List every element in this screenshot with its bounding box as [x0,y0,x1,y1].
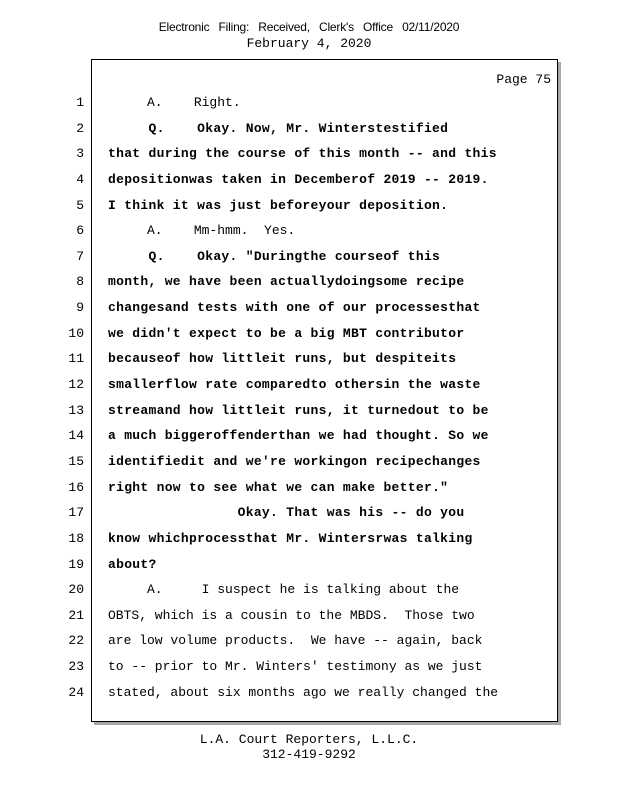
transcript-line: are low volume products. We have -- again, back [108,633,483,649]
line-number: 17 [68,505,84,521]
transcript-line: that during the course of this month -- and this [108,146,497,162]
page-number: Page 75 [496,72,551,87]
transcript-line: right now to see what we can make better." [108,479,449,495]
line-number: 21 [68,607,84,623]
reporter-phone: 312-419-9292 [262,747,356,762]
line-number: 4 [76,171,84,187]
line-number: 16 [68,479,84,495]
line-number: 9 [76,300,84,316]
transcript-line: month, we have been actuallydoingsome recipe [108,274,465,290]
transcript-line: A. Mm-hmm. Yes. [108,223,296,239]
transcript-line: identifiedit and we're workingon recipechanges [108,453,481,469]
filing-stamp: Electronic Filing: Received, Clerk's Office 02/11/2020 [158,20,460,34]
transcript-line: smallerflow rate comparedto othersin the waste [108,377,481,393]
line-number: 1 [76,95,84,110]
transcript-line: a much biggeroffenderthan we had thought. So we [108,428,489,444]
line-number: 23 [68,659,84,675]
line-number: 14 [68,428,84,444]
line-number: 2 [76,120,84,136]
line-number: 24 [68,684,84,700]
transcript-line: stated, about six months ago we really changed the [108,684,499,700]
reporter-footer [0,732,618,762]
line-number-column [58,96,84,711]
line-number: 3 [76,146,84,162]
transcript-line: A. Right. [108,95,241,110]
line-number: 7 [76,248,84,264]
line-number: 22 [68,633,84,649]
line-number: 8 [76,274,84,290]
transcript-line: Okay. That was his -- do you [108,505,465,521]
transcript-line: streamand how littleit runs, it turnedout to be [108,402,489,418]
transcript-line: know whichprocessthat Mr. Wintersrwas talking [108,530,473,546]
line-number: 11 [68,351,84,367]
transcript-line: becauseof how littleit runs, but despiteits [108,351,457,367]
line-number: 10 [68,325,84,341]
line-number: 15 [68,453,84,469]
line-number: 20 [68,582,84,598]
transcript-line: depositionwas taken in Decemberof 2019 -- 2019. [108,171,489,187]
reporter-company: L.A. Court Reporters, L.L.C. [199,732,419,747]
transcript-line: OBTS, which is a cousin to the MBDS. Those two [108,607,475,623]
transcript-line: changesand tests with one of our processesthat [108,300,481,316]
hearing-date: February 4, 2020 [246,36,372,51]
transcript-line: Q. Okay. "Duringthe courseof this [108,248,441,264]
transcript-line: about? [108,556,157,572]
transcript-body [108,96,548,711]
transcript-line: I think it was just beforeyour deposition. [108,197,449,213]
line-number: 18 [68,530,84,546]
transcript-line: we didn't expect to be a big MBT contributor [108,325,465,341]
line-number: 13 [68,402,84,418]
line-number: 5 [76,197,84,213]
line-number: 12 [68,377,84,393]
line-number: 6 [76,223,84,239]
line-number: 19 [68,556,84,572]
transcript-line: to -- prior to Mr. Winters' testimony as we just [108,659,483,675]
transcript-line: Q. Okay. Now, Mr. Winterstestified [108,120,449,136]
transcript-line: A. I suspect he is talking about the [108,582,460,598]
